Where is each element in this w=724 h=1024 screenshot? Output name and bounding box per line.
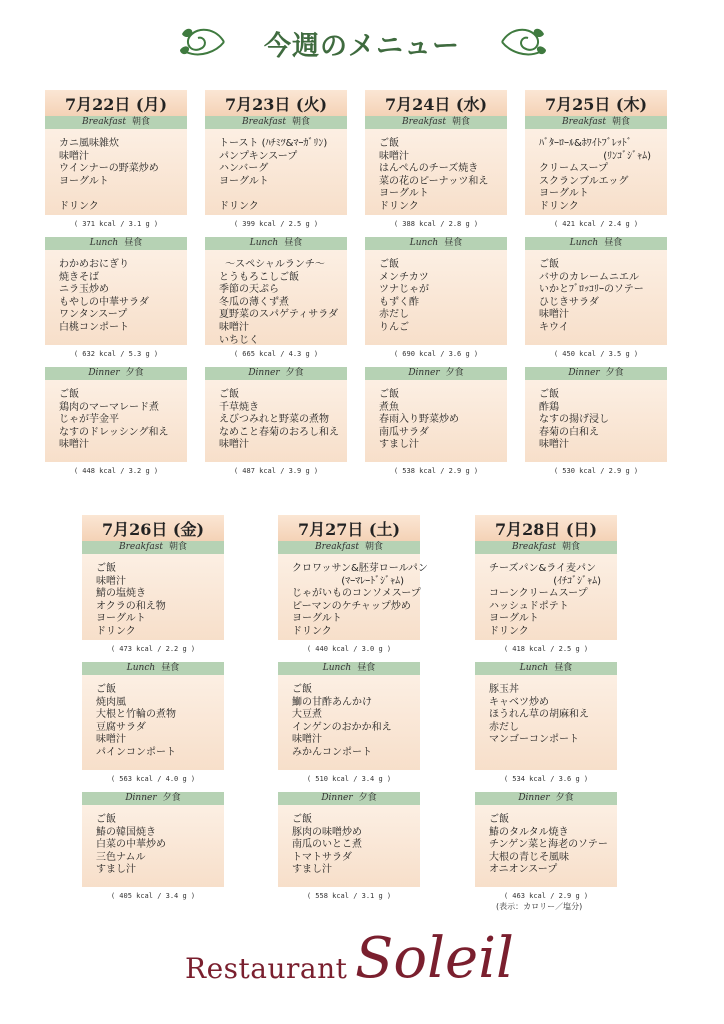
dinner-label-jp: 夕食 (358, 793, 377, 803)
menu-item: ひじきサラダ (539, 296, 599, 308)
menu-item: 白桃コンポート (59, 321, 129, 333)
breakfast-label-jp: 朝食 (168, 542, 187, 552)
menu-item: もずく酢 (379, 296, 419, 308)
lunch-nutrition: ( 690 kcal / 3.6 g ) (393, 350, 479, 358)
dinner-menu (278, 805, 420, 887)
breakfast-menu (278, 554, 428, 640)
breakfast-label-jp: 朝食 (561, 542, 580, 552)
menu-item: (ﾘﾝｺﾞｼﾞｬﾑ) (603, 150, 651, 162)
lunch-menu (475, 675, 617, 770)
menu-item: みかんコンポート (292, 746, 372, 758)
menu-item: 南瓜サラダ (379, 426, 429, 438)
header (0, 18, 724, 68)
breakfast-nutrition: ( 371 kcal / 3.1 g ) (73, 220, 159, 228)
dinner-header (205, 367, 347, 380)
day-date: 7月23日 (火) (205, 90, 347, 116)
menu-item: 味噌汁 (59, 439, 89, 451)
lunch-header (525, 237, 667, 250)
lunch-label-en: Lunch (322, 663, 352, 673)
menu-item: 赤だし (379, 309, 409, 321)
breakfast-nutrition: ( 388 kcal / 2.8 g ) (393, 220, 479, 228)
menu-item: 夏野菜のスパゲティサラダ (219, 309, 339, 321)
menu-item: オニオンスープ (489, 864, 558, 876)
breakfast-header (278, 541, 420, 554)
menu-item: りんご (379, 321, 409, 333)
dinner-label-jp: 夕食 (555, 793, 574, 803)
menu-item: ウインナーの野菜炒め (59, 163, 159, 175)
menu-item: ご飯 (292, 814, 312, 825)
dinner-label-jp: 夕食 (162, 793, 181, 803)
dinner-nutrition: ( 558 kcal / 3.1 g ) (306, 892, 392, 900)
menu-item: 焼きそば (59, 271, 99, 283)
menu-item: ヨーグルト (59, 175, 109, 187)
menu-item: 春雨入り野菜炒め (379, 414, 459, 426)
lunch-label-jp: 昼食 (124, 238, 143, 248)
menu-item: わかめおにぎり (59, 259, 129, 270)
day-date: 7月25日 (木) (525, 90, 667, 116)
menu-item: なめこと春菊のおろし和え (219, 426, 339, 438)
breakfast-label-en: Breakfast (118, 542, 163, 552)
menu-item: ヨーグルト (379, 188, 429, 200)
menu-item: メンチカツ (379, 271, 429, 283)
breakfast-nutrition: ( 473 kcal / 2.2 g ) (110, 645, 196, 653)
menu-item (59, 188, 181, 201)
menu-item: ヨーグルト (292, 613, 342, 625)
breakfast-nutrition: ( 440 kcal / 3.0 g ) (306, 645, 392, 653)
menu-item: クロワッサン&胚芽ロールパン (292, 563, 428, 574)
menu-item: ニラ玉炒め (59, 284, 109, 296)
menu-item: 味噌汁 (379, 150, 409, 162)
day-card (475, 515, 617, 909)
menu-item: ドリンク (96, 625, 136, 637)
menu-item: 豚肉の味噌炒め (292, 826, 362, 838)
dinner-label-jp: 夕食 (285, 368, 304, 378)
menu-item: ツナじゃが (379, 284, 429, 296)
dinner-nutrition: ( 463 kcal / 2.9 g ) (503, 892, 589, 900)
day-date: 7月27日 (土) (278, 515, 420, 541)
menu-item: 菜の花のピーナッツ和え (379, 175, 489, 187)
menu-item: ご飯 (96, 684, 116, 695)
dinner-nutrition: ( 448 kcal / 3.2 g ) (73, 467, 159, 475)
brand-prefix: Restaurant (185, 952, 348, 985)
breakfast-menu (205, 129, 347, 215)
legend-note: (表示：カロリー／塩分) (496, 902, 583, 911)
lunch-label-jp: 昼食 (161, 663, 180, 673)
dinner-header (278, 792, 420, 805)
menu-item: 大豆煮 (292, 709, 322, 721)
breakfast-menu (82, 554, 224, 640)
menu-item: ﾊﾞﾀｰﾛｰﾙ&ﾎﾜｲﾄﾌﾞﾚｯﾄﾞ (539, 138, 632, 149)
dinner-header (82, 792, 224, 805)
menu-item: 煮魚 (379, 401, 399, 413)
menu-item: コーンクリームスープ (489, 588, 588, 600)
dinner-nutrition: ( 530 kcal / 2.9 g ) (553, 467, 639, 475)
lunch-label-jp: 昼食 (554, 663, 573, 673)
lunch-label-en: Lunch (519, 663, 549, 673)
menu-item: 春菊の白和え (539, 426, 599, 438)
menu-item: とうもろこしご飯 (219, 271, 299, 283)
breakfast-nutrition: ( 418 kcal / 2.5 g ) (503, 645, 589, 653)
menu-item: ご飯 (59, 389, 79, 400)
leaf-ornament-icon (498, 22, 550, 62)
lunch-label-en: Lunch (249, 238, 279, 248)
menu-item: 鯖の塩焼き (96, 588, 146, 600)
menu-item: 鰆のタルタル焼き (489, 826, 569, 838)
menu-item: じゃが芋金平 (59, 414, 119, 426)
menu-item: トマトサラダ (292, 851, 352, 863)
menu-item: 千草焼き (219, 401, 259, 413)
menu-item: (ｲﾁｺﾞｼﾞｬﾑ) (553, 575, 601, 587)
menu-item: ドリンク (219, 200, 259, 212)
menu-item: 鰆の韓国焼き (96, 826, 156, 838)
dinner-header (365, 367, 507, 380)
dinner-menu (45, 380, 187, 462)
menu-item: いかとﾌﾞﾛｯｺﾘｰのソテー (539, 284, 644, 296)
menu-item: ハンバーグ (219, 163, 269, 175)
dinner-menu (475, 805, 617, 887)
lunch-label-jp: 昼食 (444, 238, 463, 248)
menu-item: ご飯 (292, 684, 312, 695)
dinner-label-en: Dinner (408, 368, 440, 378)
menu-item: キウイ (539, 321, 569, 333)
menu-item: ご飯 (379, 259, 399, 270)
menu-item: 味噌汁 (96, 575, 126, 587)
menu-item: すまし汁 (96, 864, 136, 876)
day-date: 7月28日 (日) (475, 515, 617, 541)
lunch-label-en: Lunch (89, 238, 119, 248)
dinner-menu (82, 805, 224, 887)
menu-item: 焼肉風 (96, 696, 126, 708)
dinner-label-en: Dinner (568, 368, 600, 378)
lunch-nutrition: ( 632 kcal / 5.3 g ) (73, 350, 159, 358)
menu-item: 季節の天ぷら (219, 284, 279, 296)
menu-item: ～スペシャルランチ～ (225, 259, 325, 270)
menu-item: 味噌汁 (539, 439, 569, 451)
breakfast-nutrition: ( 421 kcal / 2.4 g ) (553, 220, 639, 228)
lunch-menu (365, 250, 507, 345)
menu-item: 三色ナムル (96, 851, 146, 863)
dinner-label-en: Dinner (518, 793, 550, 803)
breakfast-nutrition: ( 399 kcal / 2.5 g ) (233, 220, 319, 228)
day-card (365, 90, 507, 484)
menu-item: ドリンク (292, 625, 332, 637)
restaurant-brand (0, 926, 724, 1000)
lunch-nutrition: ( 534 kcal / 3.6 g ) (503, 775, 589, 783)
breakfast-header (475, 541, 617, 554)
day-card (278, 515, 428, 909)
day-card (205, 90, 347, 484)
menu-item: 味噌汁 (96, 734, 126, 746)
lunch-header (82, 662, 224, 675)
breakfast-header (205, 116, 347, 129)
menu-item: チーズパン&ライ麦パン (489, 563, 596, 574)
breakfast-label-jp: 朝食 (451, 117, 470, 127)
dinner-nutrition: ( 487 kcal / 3.9 g ) (233, 467, 319, 475)
menu-item: 鶏肉のマーマレード煮 (59, 401, 159, 413)
menu-item: (ﾏｰﾏﾚｰﾄﾞｼﾞｬﾑ) (341, 575, 404, 587)
menu-item: 豆腐サラダ (96, 721, 146, 733)
day-card (45, 90, 187, 484)
lunch-nutrition: ( 563 kcal / 4.0 g ) (110, 775, 196, 783)
dinner-nutrition: ( 405 kcal / 3.4 g ) (110, 892, 196, 900)
menu-item: キャベツ炒め (489, 696, 549, 708)
day-card (525, 90, 667, 484)
lunch-nutrition: ( 450 kcal / 3.5 g ) (553, 350, 639, 358)
menu-item: カニ風味雑炊 (59, 138, 119, 149)
menu-item: なすの揚げ浸し (539, 414, 609, 426)
lunch-header (45, 237, 187, 250)
lunch-label-en: Lunch (409, 238, 439, 248)
menu-item: ご飯 (379, 138, 399, 149)
lunch-header (365, 237, 507, 250)
menu-item: 豚玉丼 (489, 684, 519, 695)
dinner-header (475, 792, 617, 805)
menu-item: ご飯 (96, 563, 116, 574)
menu-item: ヨーグルト (219, 175, 269, 187)
breakfast-label-en: Breakfast (81, 117, 126, 127)
lunch-label-jp: 昼食 (284, 238, 303, 248)
breakfast-header (45, 116, 187, 129)
menu-item: すまし汁 (379, 439, 419, 451)
menu-item: ヨーグルト (489, 613, 539, 625)
menu-item: ドリンク (379, 200, 419, 212)
lunch-header (475, 662, 617, 675)
dinner-label-jp: 夕食 (125, 368, 144, 378)
breakfast-label-jp: 朝食 (364, 542, 383, 552)
lunch-menu (205, 250, 347, 345)
menu-item: ヨーグルト (539, 188, 589, 200)
menu-item: 大根と竹輪の煮物 (96, 709, 176, 721)
menu-item: スクランブルエッグ (539, 175, 629, 187)
menu-item: マンゴーコンポート (489, 734, 579, 746)
menu-item: ご飯 (96, 814, 116, 825)
menu-item: もやしの中華サラダ (59, 296, 149, 308)
menu-item: ご飯 (539, 389, 559, 400)
lunch-nutrition: ( 665 kcal / 4.3 g ) (233, 350, 319, 358)
menu-item: ご飯 (489, 814, 509, 825)
menu-item: ご飯 (539, 259, 559, 270)
lunch-label-jp: 昼食 (604, 238, 623, 248)
menu-item: トースト (ﾊﾁﾐﾂ&ﾏｰｶﾞﾘﾝ) (219, 138, 328, 149)
menu-item: ドリンク (59, 200, 99, 212)
menu-item: ドリンク (489, 625, 529, 637)
breakfast-label-jp: 朝食 (611, 117, 630, 127)
breakfast-label-jp: 朝食 (131, 117, 150, 127)
dinner-label-en: Dinner (248, 368, 280, 378)
lunch-label-en: Lunch (126, 663, 156, 673)
dinner-nutrition: ( 538 kcal / 2.9 g ) (393, 467, 479, 475)
menu-item: ヨーグルト (96, 613, 146, 625)
breakfast-header (525, 116, 667, 129)
menu-item: ドリンク (539, 200, 579, 212)
dinner-label-en: Dinner (321, 793, 353, 803)
lunch-menu (45, 250, 187, 345)
day-date: 7月26日 (金) (82, 515, 224, 541)
breakfast-label-en: Breakfast (401, 117, 446, 127)
menu-item (219, 188, 341, 201)
breakfast-header (82, 541, 224, 554)
menu-item: 鰤の甘酢あんかけ (292, 696, 372, 708)
menu-item: 味噌汁 (292, 734, 322, 746)
breakfast-menu (525, 129, 667, 215)
breakfast-menu (365, 129, 507, 215)
breakfast-menu (475, 554, 617, 640)
menu-item: パインコンポート (96, 746, 176, 758)
day-card (82, 515, 224, 909)
lunch-label-jp: 昼食 (357, 663, 376, 673)
menu-item: 味噌汁 (219, 439, 249, 451)
menu-item: クリームスープ (539, 163, 608, 175)
menu-item: えびつみれと野菜の煮物 (219, 414, 329, 426)
breakfast-menu (45, 129, 187, 215)
menu-item: 味噌汁 (59, 150, 89, 162)
dinner-menu (525, 380, 667, 462)
menu-item: インゲンのおかか和え (292, 721, 392, 733)
dinner-label-en: Dinner (125, 793, 157, 803)
menu-item: 大根の青じそ風味 (489, 851, 569, 863)
menu-item: オクラの和え物 (96, 600, 166, 612)
menu-item: 味噌汁 (539, 309, 569, 321)
menu-item: ご飯 (219, 389, 239, 400)
breakfast-label-en: Breakfast (511, 542, 556, 552)
menu-item: パンプキンスープ (219, 150, 298, 162)
page-title: 今週のメニュー (264, 31, 460, 62)
menu-item: いちじく (219, 334, 259, 346)
brand-name: Soleil (355, 926, 514, 991)
breakfast-label-jp: 朝食 (291, 117, 310, 127)
menu-item: ほうれん草の胡麻和え (489, 709, 589, 721)
menu-item: チンゲン菜と海老のソテー (489, 839, 608, 851)
dinner-label-jp: 夕食 (605, 368, 624, 378)
breakfast-header (365, 116, 507, 129)
menu-item: 冬瓜の薄くず煮 (219, 296, 289, 308)
menu-item: ピーマンのケチャップ炒め (292, 600, 411, 612)
breakfast-label-en: Breakfast (561, 117, 606, 127)
dinner-label-jp: 夕食 (445, 368, 464, 378)
menu-item: ハッシュドポテト (489, 600, 569, 612)
menu-item: 南瓜のいとこ煮 (292, 839, 362, 851)
menu-item: なすのドレッシング和え (59, 426, 169, 438)
menu-item: ワンタンスープ (59, 309, 128, 321)
lunch-header (278, 662, 420, 675)
menu-item: 赤だし (489, 721, 519, 733)
day-date: 7月24日 (水) (365, 90, 507, 116)
lunch-header (205, 237, 347, 250)
lunch-label-en: Lunch (569, 238, 599, 248)
menu-item: 白菜の中華炒め (96, 839, 166, 851)
dinner-header (45, 367, 187, 380)
menu-item: ご飯 (379, 389, 399, 400)
lunch-menu (82, 675, 224, 770)
dinner-header (525, 367, 667, 380)
lunch-nutrition: ( 510 kcal / 3.4 g ) (306, 775, 392, 783)
lunch-menu (278, 675, 420, 770)
menu-item: 酢鶏 (539, 401, 559, 413)
dinner-menu (365, 380, 507, 462)
lunch-menu (525, 250, 667, 345)
day-date: 7月22日 (月) (45, 90, 187, 116)
breakfast-label-en: Breakfast (241, 117, 286, 127)
menu-item: すまし汁 (292, 864, 332, 876)
menu-item: はんぺんのチーズ焼き (379, 163, 479, 175)
menu-item: バサのカレームニエル (539, 271, 639, 283)
breakfast-label-en: Breakfast (314, 542, 359, 552)
dinner-label-en: Dinner (88, 368, 120, 378)
menu-item: じゃがいものコンソメスープ (292, 588, 421, 600)
dinner-menu (205, 380, 347, 462)
menu-item: 味噌汁 (219, 321, 249, 333)
